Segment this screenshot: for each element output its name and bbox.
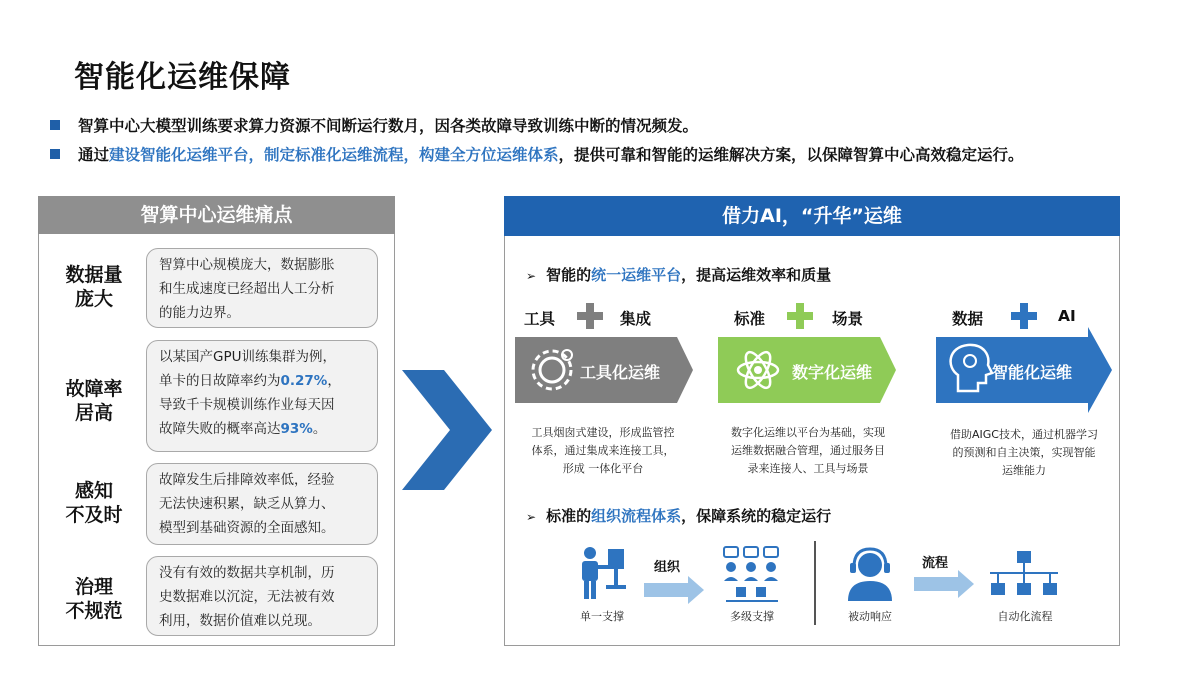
smart-ops-desc [932,426,1116,480]
bullet-2 [50,143,1024,165]
pain-points-header: 智算中心运维痛点 [38,196,395,234]
plus-icon [787,303,813,329]
failure-rate-value: 0.27% [280,373,328,389]
pain-text-line: 模型到基础资源的全面感知。 [159,520,335,536]
pain-text-line: 的能力边界。 [159,305,240,321]
desc-line: 借助AIGC技术，通过机器学习 [950,428,1098,441]
pain-text-line [159,417,367,441]
right-arrow-icon [644,576,706,604]
right-arrow-icon [914,570,976,598]
section-text: ，保障系统的稳定运行 [681,507,832,525]
brain-head-icon [944,342,994,394]
multi-support-icon [720,545,784,603]
pair-a: 数据 [952,310,984,328]
desc-line: 工具烟囱式建设，形成监管控 [531,426,675,439]
tool-ops-label: 工具化运维 [580,363,661,382]
desc-line: 数字化运维以平台为基础，实现 [731,426,885,439]
section-platform-heading [526,264,831,285]
plus-icon [1011,303,1037,329]
plus-icon [577,303,603,329]
pain-label-line: 感知 [74,480,113,502]
page-title: 智能化运维保障 [74,60,291,95]
pain-box-perception [146,463,378,545]
smart-ops-label: 智能化运维 [992,363,1073,382]
bullet-2-highlight: 建设智能化运维平台，制定标准化运维流程，构建全方位运维体系 [109,146,559,164]
pain-label-data [52,263,136,311]
pain-label-line: 不规范 [65,600,123,622]
pain-label-line: 不及时 [65,504,123,526]
pair-a: 工具 [524,310,556,328]
process-label: 流程 [922,556,949,571]
pain-text-line: 史数据难以沉淀，无法被有效 [159,589,335,605]
pain-label-governance [52,575,136,623]
digital-ops-desc [712,424,904,478]
pain-text: 单卡的日故障率约为 [159,373,281,389]
section-text: 标准的 [546,507,592,525]
section-text: 智能的 [546,266,592,284]
desc-line: 录来连接人、工具与场景 [747,462,869,475]
pain-label-line: 庞大 [74,288,113,310]
pair-b: 场景 [832,310,864,328]
pain-text-line: 以某国产GPU训练集群为例， [159,349,336,365]
pain-label-failure [52,377,136,425]
pain-box-governance [146,556,378,636]
pain-text-line: 没有有效的数据共享机制，历 [159,565,335,581]
pain-box-failure [146,340,378,452]
digital-ops-label: 数字化运维 [792,363,873,382]
atom-icon [728,345,778,395]
pain-text: 故障失败的概率高达 [159,421,281,437]
pain-label-line: 故障率 [65,378,123,400]
pain-text-line: 导致千卡规模训练作业每天因 [159,397,335,413]
desc-line: 运维数据融合管理，通过服务目 [731,444,885,457]
pain-box-data [146,248,378,328]
pain-text-line: 无法快速积累，缺乏从算力、 [159,496,335,512]
pair-b: 集成 [620,310,652,328]
desc-line: 运维能力 [1002,464,1046,477]
pain-label-perception [52,479,136,527]
section-text: ，提高运维效率和质量 [681,266,832,284]
ai-ops-header: 借力AI，“升华”运维 [504,196,1120,236]
flow-label-automation: 自动化流程 [997,610,1053,623]
arrowhead-icon: ➢ [526,510,537,524]
org-label: 组织 [654,560,681,575]
pain-text-line: 智算中心规模庞大，数据膨胀 [159,257,335,273]
flow-label-multi: 多级支撑 [730,610,774,623]
chevron-right-icon [402,370,494,490]
pain-text-line: 和生成速度已经超出人工分析 [159,281,335,297]
pain-text-line: 利用，数据价值难以兑现。 [159,613,321,629]
pain-text-line: 故障发生后排障效率低，经验 [159,472,335,488]
pain-text: 。 [312,421,327,437]
failure-probability-value: 93% [280,421,313,437]
pair-b: AI [1058,307,1076,325]
bullet-2-post: ，提供可靠和智能的运维解决方案，以保障智算中心高效稳定运行。 [558,146,1024,164]
section-process-heading [526,505,831,526]
pain-label-line: 治理 [74,576,113,598]
pain-text: ， [327,373,341,389]
desc-line: 的预测和自主决策，实现智能 [952,446,1096,459]
flow-label-single: 单一支撑 [580,610,624,623]
bullet-1-text: 智算中心大模型训练要求算力资源不间断运行数月，因各类故障导致训练中断的情况频发。 [78,117,699,135]
single-support-icon [574,545,630,601]
bullet-1 [50,114,698,136]
pain-label-line: 数据量 [65,264,123,286]
flow-divider [814,541,816,625]
bullet-square-icon [50,149,60,159]
pain-label-line: 居高 [74,402,113,424]
pain-text-line [159,369,367,393]
bullet-2-pre: 通过 [78,146,110,164]
bullet-square-icon [50,120,60,130]
flow-label-passive: 被动响应 [848,610,892,623]
section-highlight: 统一运维平台 [591,266,682,284]
section-highlight: 组织流程体系 [591,507,682,525]
gear-icon [522,345,572,395]
arrowhead-icon: ➢ [526,269,537,283]
pair-a: 标准 [734,310,766,328]
desc-line: 形成 一体化平台 [562,462,644,475]
org-chart-icon [990,551,1058,597]
desc-line: 体系，通过集成来连接工具， [531,444,675,457]
headset-agent-icon [842,547,898,601]
tool-ops-desc [513,424,693,478]
